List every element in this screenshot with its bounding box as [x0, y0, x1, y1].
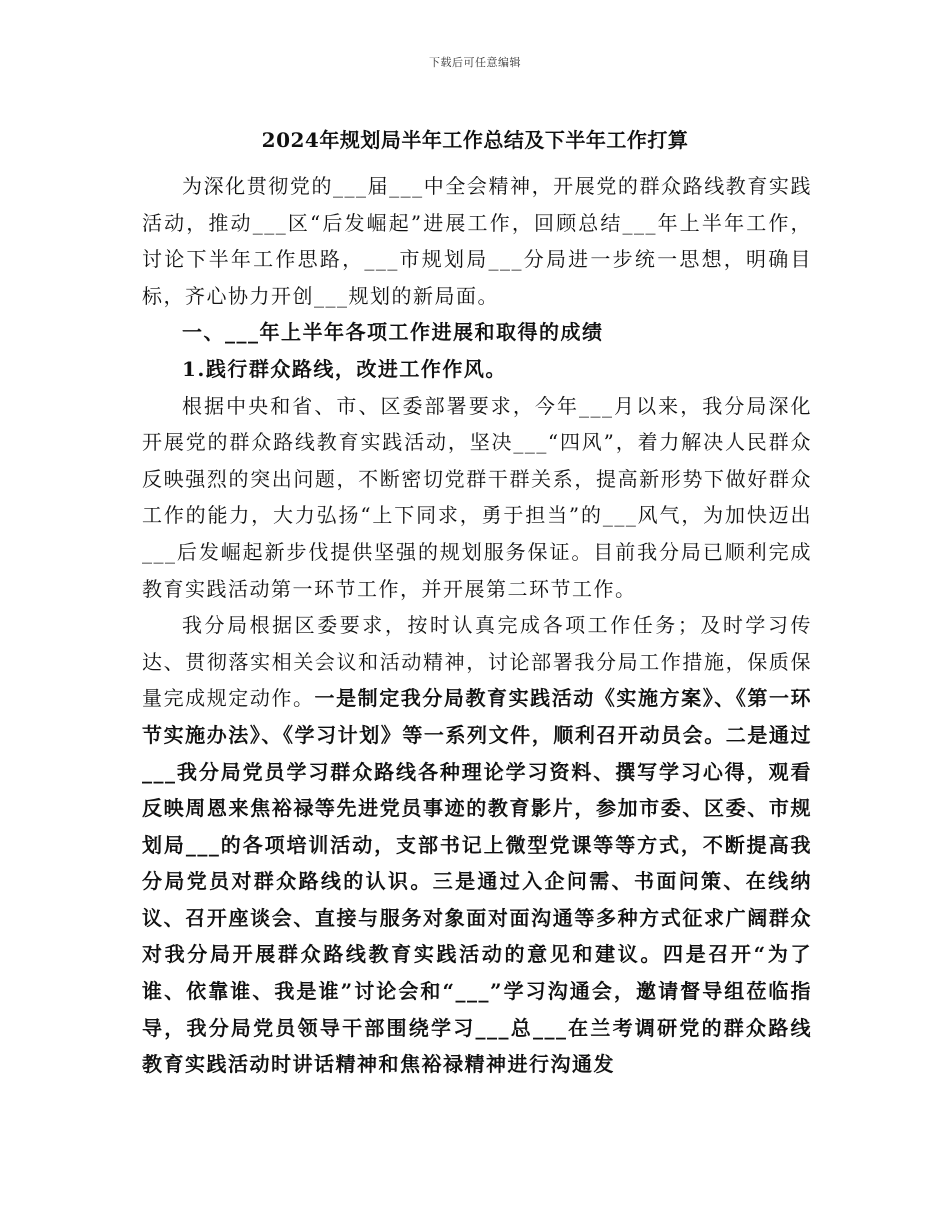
paragraph-bold-text: 一是制定我分局教育实践活动《实施方案》、《第一环节实施办法》、《学习计划》等一系列文件，顺利召开动员会。二是通过___我分局党员学习群众路线各种理论学习资料、撰写学习心得，观看反映周恩来焦裕禄等先进党员事迹的教育影片，参加市委、区委、市规划局___的各项培训活动，支部书记上微型党课等等方式，不断提高我分局党员对群众路线的认识。三是通过入企问需、书面问策、在线纳议、召开座谈会、直接与服务对象面对面沟通等多种方式征求广阔群众对我分局开展群众路线教育实践活动的意见和建议。四是召开“为了谁、依靠谁、我是谁”讨论会和“___”学习沟通会，邀请督导组莅临指导，我分局党员领导干部围绕学习___总___在兰考调研党的群众路线教育实践活动时讲话精神和焦裕禄精神进行沟通发 [142, 686, 813, 1077]
intro-paragraph: 为深化贯彻党的___届___中全会精神，开展党的群众路线教育实践活动，推动___区“后发崛起”进展工作，回顾总结___年上半年工作，讨论下半年工作思路，___市规划局___分局进一步统一思想，明确目标，齐心协力开创___规划的新局面。 [142, 174, 812, 308]
paragraph-normal-text: 我分局根据区委要求，按时认真完成各项工作任务；及时学习传达、贯彻落实相关会议和活动精神，讨论部署我分局工作措施，保质保量完成规定动作。 [142, 613, 812, 711]
body-paragraph-mixed [142, 607, 812, 1083]
header-note: 下载后可任意编辑 [429, 56, 521, 69]
document-body [142, 168, 812, 1083]
subsection-heading: 1.践行群众路线，改进工作作风。 [182, 356, 507, 381]
document-title: 2024年规划局半年工作总结及下半年工作打算 [261, 128, 689, 152]
section-heading: 一、___年上半年各项工作进展和取得的成绩 [182, 320, 604, 345]
body-paragraph: 根据中央和省、市、区委部署要求，今年___月以来，我分局深化开展党的群众路线教育实践活动，坚决___“四风”，着力解决人民群众反映强烈的突出问题，不断密切党群干群关系，提高新形势下做好群众工作的能力，大力弘扬“上下同求，勇于担当”的___风气，为加快迈出___后发崛起新步伐提供坚强的规划服务保证。目前我分局已顺利完成教育实践活动第一环节工作，并开展第二环节工作。 [142, 393, 812, 601]
